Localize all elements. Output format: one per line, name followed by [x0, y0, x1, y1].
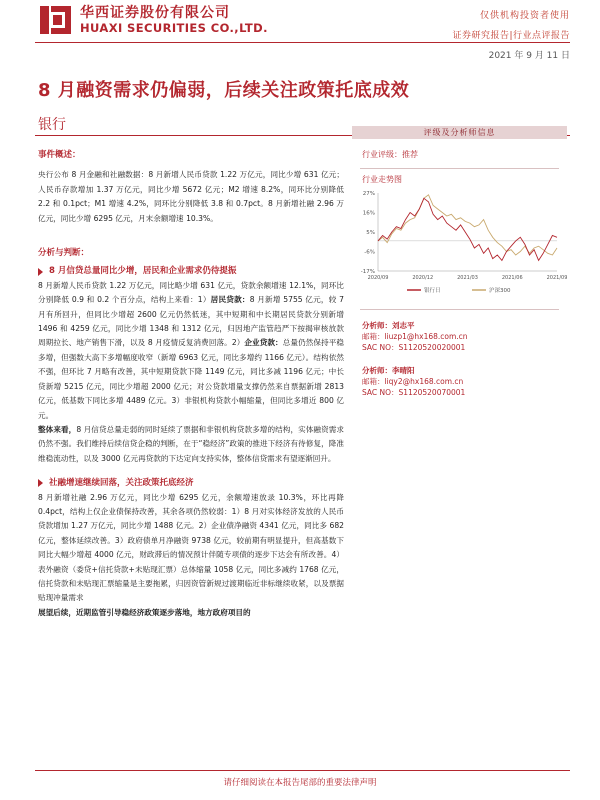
arrow-bullet-icon: [38, 479, 43, 487]
footer-disclaimer: 请仔细阅读在本报告尾部的重要法律声明: [223, 778, 377, 788]
credit-text-1: 8 月新增人民币贷款 1.22 万亿元，同比略少增 631 亿元，贷款余额增速 12.1%，同环比分别降低 0.9 和 0.2 个百分点，结构上来看：1）: [38, 280, 344, 305]
analyst-email: 邮箱：liuzp1@hx168.com.cn: [362, 332, 468, 341]
company-logo: [38, 4, 74, 36]
sidebar-header: 评级及分析师信息: [352, 126, 567, 139]
series-line: [378, 195, 557, 255]
credit-text-2: 8 月新增 5755 亿元，较 7 月有所回升，但同比少增超 2600 亿元仍然低迷，其中短期和中长期居民贷款分别新增 1496 和 4259 亿元，同比少增 1348 和 1312 亿元，归因地产监管趋严下按揭审核放款周期拉长、地产销售下滑，以及 8 月疫情反复消费回落。2）: [38, 295, 345, 348]
series-line: [378, 198, 557, 260]
industry-trend-chart: [352, 187, 567, 297]
event-text: 央行公布 8 月金融和社融数据：8 月新增人民币贷款 1.22 万亿元，同比少增 631 亿元；人民币存款增加 1.37 万亿元，同比少增 5672 亿元；M2 增速 8.2%，同环比分别降低 2.2 和 0.1pct；M1 增速 4.2%，同环比分别降低 3.8 和 0.7pct。8 月新增社融 2.96 万亿元，同比少增 6295 亿元，月末余额增速 10.3%。: [38, 170, 344, 223]
company-name-en: HUAXI SECURITIES CO.,LTD.: [80, 21, 268, 35]
subsection-heading-social-financing: [38, 476, 344, 490]
footer-divider: [35, 770, 570, 771]
analyst-name: 分析师：李晴阳: [362, 366, 415, 375]
y-tick-label: -6%: [364, 249, 375, 256]
event-heading: 事件概述：: [38, 150, 81, 160]
industry-rating: 行业评级：推荐: [362, 150, 418, 159]
credit-paragraph: [38, 279, 344, 423]
analyst-email: 邮箱：liqy2@hx168.com.cn: [362, 377, 464, 386]
analyst-sac-no: SAC NO：S1120520020001: [362, 343, 466, 352]
y-tick-label: 16%: [362, 210, 375, 217]
subsection-heading-social-financing-text: 社融增速继续回落，关注政策托底经济: [49, 478, 194, 489]
social-financing-paragraph: 8 月新增社融 2.96 万亿元，同比少增 6295 亿元，余额增速放录 10.3%，环比再降 0.4pct，结构上仅企业债保持改善，其余各项仍然较弱：1）8 月对实体经济发放的人民币贷款增加 1.27 万亿元，同比少增 1488 亿元。2）企业债净融资 4341 亿元，同比多 682 亿元，整体延续改善。3）政府债单月净融资 9738 亿元，较前期有明显提升，但高基数下同比大幅少增超 4000 亿元，财政滞后的情况预计伴随专项债的逐步下达会有所改善。4）表外融资（委贷+信托贷款+未贴现汇票）总体缩量 1058 亿元，同比多减约 1768 亿元，信托贷款和未贴现汇票缩量是主要拖累，归因资管新规过渡期临近非标继续收紧，以及票据贴现冲量需求: [38, 492, 344, 603]
analyst-card: [362, 320, 567, 353]
chart-title: 行业走势图: [362, 175, 402, 184]
legend-label: 沪深300: [489, 288, 511, 294]
y-tick-label: -17%: [360, 269, 375, 275]
y-tick-label: 5%: [366, 230, 375, 236]
arrow-bullet-icon: [38, 268, 43, 276]
x-tick-label: 2021/09: [546, 275, 567, 281]
credit-household-label: 居民贷款：: [210, 295, 250, 305]
credit-text-3: 总量仍然保持平稳多增，但强数大高下多增幅度收窄（新增 6963 亿元，同比多增约 1166 亿元）。结构依然不强，但环比 7 月略有改善，其中短期贷款下降 1149 亿元，同比多减 1196 亿元；中长贷新增 5215 亿元，同比少增超 2000 亿元；对公贷款增量支撑仍然来自票据新增 2813 亿元，低基数下同比多增 4489 亿元。3）非银机构贷款小幅缩量，但同比多增近 800 亿元。: [38, 338, 344, 420]
overall-text: 8 月信贷总量走弱的同时延续了票据和非银机构贷款多增的结构，实体融资需求仍然不强。我们维持后续信贷企稳的判断，在于“稳经济”政策的推进下经济有待修复，降准维稳流动性，以及 3000 亿元再贷款的下达定向支持实体，整体信贷需求有望逐渐回升。: [38, 424, 345, 463]
y-tick-label: 27%: [362, 191, 375, 197]
report-date: 2021 年 9 月 11 日: [488, 51, 570, 61]
credit-corporate-label: 企业贷款：: [244, 338, 283, 348]
company-name-cn: 华西证券股份有限公司: [80, 5, 230, 21]
subsection-heading-credit: [38, 264, 344, 278]
header-divider: [35, 42, 570, 43]
subsection-heading-credit-text: 8 月信贷总量同比少增，居民和企业需求仍待提振: [49, 266, 237, 277]
report-type-note: 证券研究报告|行业点评报告: [452, 31, 570, 41]
analyst-list: [352, 320, 567, 398]
sector-label: 银行: [38, 117, 66, 133]
sidebar-divider: [360, 168, 559, 169]
audience-note: 仅供机构投资者使用: [479, 11, 570, 21]
x-tick-label: 2020/12: [412, 275, 434, 281]
report-title: 8 月融资需求仍偏弱，后续关注政策托底成效: [38, 80, 410, 101]
outlook-paragraph: 展望后续，近期监管引导稳经济政策逐步落地，地方政府项目的: [38, 607, 251, 617]
analysis-heading: 分析与判断：: [38, 248, 90, 259]
x-tick-label: 2021/06: [501, 275, 523, 281]
overall-label: 整体来看，: [38, 424, 77, 434]
sidebar: [352, 126, 567, 398]
x-tick-label: 2021/03: [457, 275, 478, 281]
main-text-column: [38, 148, 344, 620]
analyst-name: 分析师：刘志平: [362, 321, 415, 330]
analyst-sac-no: SAC NO：S1120520070001: [362, 388, 466, 397]
legend-label: 银行日: [424, 288, 441, 294]
sidebar-divider: [360, 309, 559, 310]
x-tick-label: 2020/09: [367, 275, 389, 281]
analyst-card: [362, 365, 567, 398]
overall-paragraph: [38, 423, 344, 466]
